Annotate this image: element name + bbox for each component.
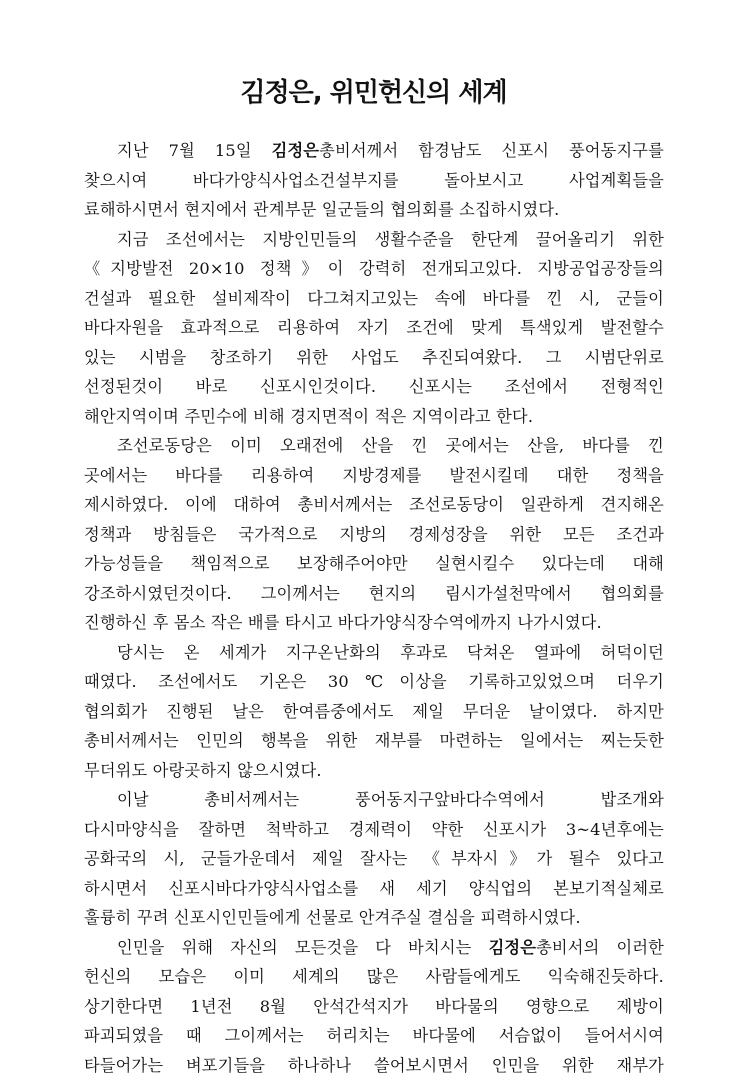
line-text: 바다자원을 효과적으로 리용하여 자기 조건에 맞게 특색있게 발전할수 xyxy=(84,318,664,337)
line-text: 타들어가는 벼포기들을 하나하나 쓸어보시면서 인민을 위한 재부가 xyxy=(84,1056,664,1075)
line-text: 《지방발전 20×10 정책》이 강력히 전개되고있다. 지방공업공장들의 xyxy=(84,259,664,278)
line-text: 협의회가 진행된 날은 한여름중에서도 제일 무더운 날이였다. 하지만 xyxy=(84,702,664,721)
line-text: 진행하신 후 몸소 작은 배를 타시고 바다가양식장수역에까지 나가시였다. xyxy=(84,613,602,632)
line-text: 건설과 필요한 설비제작이 다그쳐지고있는 속에 바다를 낀 시, 군들이 xyxy=(84,289,664,308)
line-text: 지난 7월 15일 xyxy=(117,141,272,160)
text-line xyxy=(84,372,664,402)
title-rest: , 위민헌신의 세계 xyxy=(313,78,507,108)
line-text: 이날 총비서께서는 풍어동지구앞바다수역에서 밥조개와 xyxy=(117,790,664,809)
line-text: 곳에서는 바다를 리용하여 지방경제를 발전시킬데 대한 정책을 xyxy=(84,466,664,485)
line-text: 선정된것이 바로 신포시인것이다. 신포시는 조선에서 전형적인 xyxy=(84,377,664,396)
text-line xyxy=(84,343,664,373)
page-title xyxy=(0,75,747,111)
text-line xyxy=(84,844,664,874)
text-line xyxy=(84,1021,664,1051)
line-text: 강조하시였던것이다. 그이께서는 현지의 림시가설천막에서 협의회를 xyxy=(84,584,664,603)
text-line xyxy=(84,549,664,579)
line-text: 상기한다면 1년전 8월 안석간석지가 바다물의 영향으로 제방이 xyxy=(84,997,664,1016)
line-text: 때였다. 조선에서도 기온은 30℃이상을 기록하고있었으며 더우기 xyxy=(84,672,664,691)
text-line xyxy=(84,992,664,1022)
line-text: 총비서께서 함경남도 신포시 풍어동지구를 xyxy=(319,141,664,160)
line-text: 무더위도 아랑곳하지 않으시였다. xyxy=(84,761,322,780)
text-line xyxy=(84,402,664,432)
text-line xyxy=(84,313,664,343)
line-text: 공화국의 시, 군들가운데서 제일 잘사는 《부자시》가 될수 있다고 xyxy=(84,849,664,868)
line-text: 파괴되였을 때 그이께서는 허리치는 바다물에 서슴없이 들어서시여 xyxy=(84,1026,664,1045)
title-name: 김정은 xyxy=(240,78,312,108)
text-line xyxy=(84,608,664,638)
text-line xyxy=(84,136,664,166)
line-text: 헌신의 모습은 이미 세계의 많은 사람들에게도 익숙해진듯하다. xyxy=(84,967,664,986)
line-text: 하시면서 신포시바다가양식사업소를 새 세기 양식업의 본보기적실체로 xyxy=(84,879,664,898)
highlighted-name: 김정은 xyxy=(489,938,537,957)
text-line xyxy=(84,284,664,314)
line-text: 해안지역이며 주민수에 비해 경지면적이 적은 지역이라고 한다. xyxy=(84,407,533,426)
line-text: 인민을 위해 자신의 모든것을 다 바치시는 xyxy=(117,938,489,957)
text-line xyxy=(84,579,664,609)
text-line xyxy=(84,166,664,196)
line-text: 있는 시범을 창조하기 위한 사업도 추진되여왔다. 그 시범단위로 xyxy=(84,348,664,367)
line-text: 찾으시여 바다가양식사업소건설부지를 돌아보시고 사업계획들을 xyxy=(84,171,664,190)
line-text: 가능성들을 책임적으로 보장해주어야만 실현시킬수 있다는데 대해 xyxy=(84,554,664,573)
line-text: 제시하였다. 이에 대하여 총비서께서는 조선로동당이 일관하게 견지해온 xyxy=(84,495,664,514)
text-line xyxy=(84,962,664,992)
text-line xyxy=(84,756,664,786)
text-line xyxy=(84,490,664,520)
text-line xyxy=(84,520,664,550)
text-line xyxy=(84,431,664,461)
line-text: 총비서께서는 인민의 행복을 위한 재부를 마련하는 일에서는 찌는듯한 xyxy=(84,731,664,750)
text-line xyxy=(84,461,664,491)
text-line xyxy=(84,667,664,697)
line-text: 조선로동당은 이미 오래전에 산을 낀 곳에서는 산을, 바다를 낀 xyxy=(117,436,664,455)
text-line xyxy=(84,874,664,904)
article-body xyxy=(84,136,664,1080)
line-text: 다시마양식을 잘하면 척박하고 경제력이 약한 신포시가 3~4년후에는 xyxy=(84,820,664,839)
line-text: 훌륭히 꾸려 신포시인민들에게 선물로 안겨주실 결심을 피력하시였다. xyxy=(84,908,581,927)
text-line xyxy=(84,195,664,225)
text-line xyxy=(84,933,664,963)
highlighted-name: 김정은 xyxy=(272,141,320,160)
line-text: 지금 조선에서는 지방인민들의 생활수준을 한단계 끌어올리기 위한 xyxy=(117,230,664,249)
text-line xyxy=(84,697,664,727)
line-text: 총비서의 이러한 xyxy=(536,938,664,957)
text-line xyxy=(84,785,664,815)
line-text: 당시는 온 세계가 지구온난화의 후과로 닥쳐온 열파에 허덕이던 xyxy=(117,643,664,662)
text-line xyxy=(84,815,664,845)
text-line xyxy=(84,225,664,255)
line-text: 료해하시면서 현지에서 관계부문 일군들의 협의회를 소집하시였다. xyxy=(84,200,560,219)
text-line xyxy=(84,903,664,933)
text-line xyxy=(84,638,664,668)
line-text: 정책과 방침들은 국가적으로 지방의 경제성장을 위한 모든 조건과 xyxy=(84,525,664,544)
text-line xyxy=(84,726,664,756)
text-line xyxy=(84,254,664,284)
